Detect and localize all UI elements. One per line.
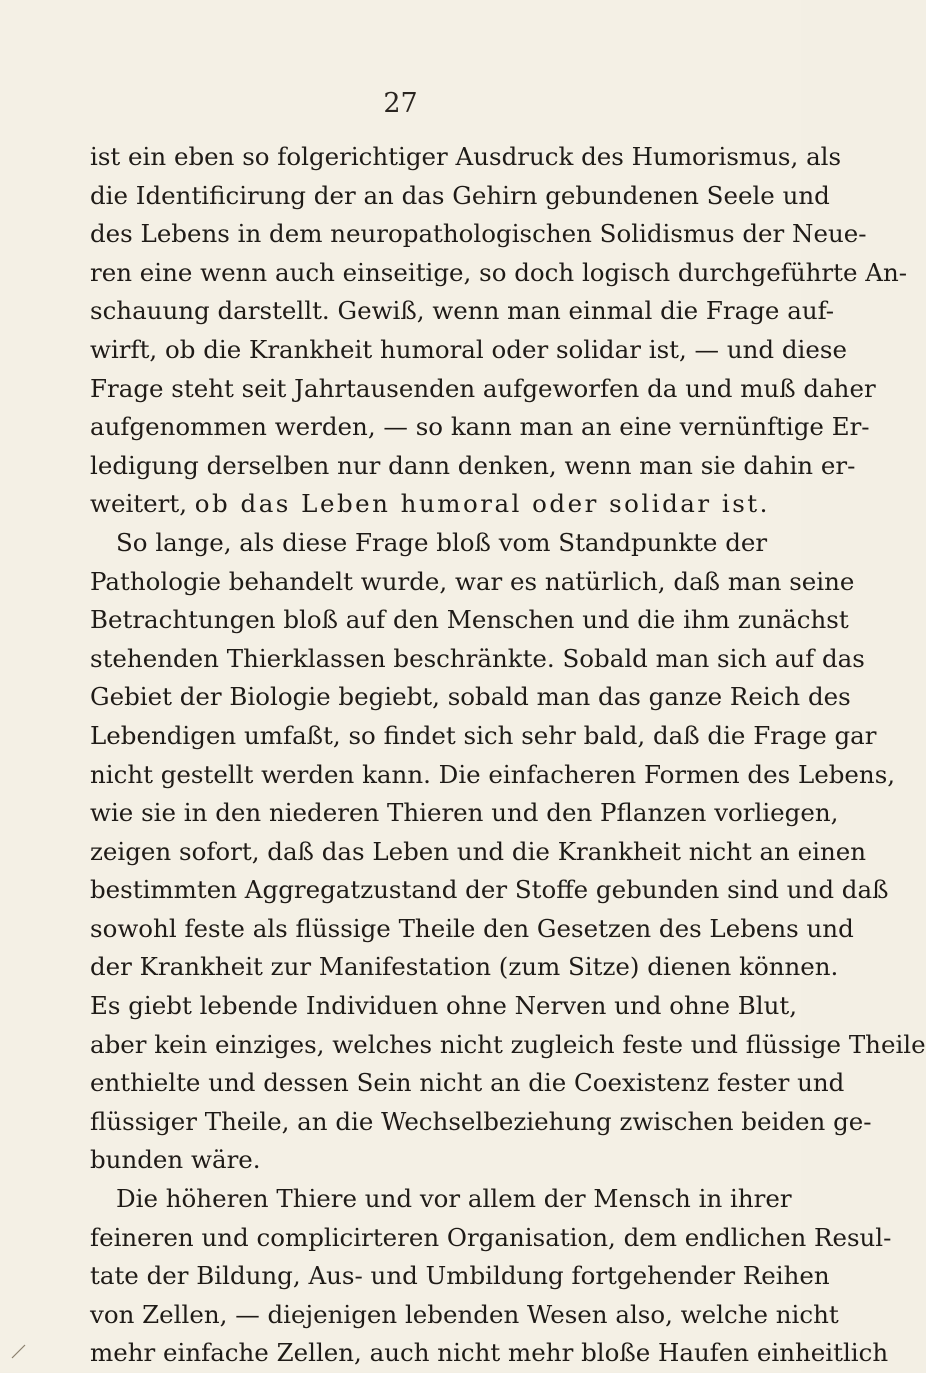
text-line: bestimmten Aggregatzustand der Stoffe gebunden sind und daß bbox=[90, 875, 889, 905]
text-line: Gebiet der Biologie begiebt, sobald man das ganze Reich des bbox=[90, 682, 851, 712]
text-line: schauung darstellt. Gewiß, wenn man einmal die Frage auf- bbox=[90, 296, 835, 326]
text-line: flüssiger Theile, an die Wechselbeziehung zwischen beiden ge- bbox=[90, 1106, 872, 1136]
text-line: enthielte und dessen Sein nicht an die Coexistenz fester und bbox=[90, 1068, 845, 1098]
text-line: stehenden Thierklassen beschränkte. Sobald man sich auf das bbox=[90, 643, 865, 673]
text-line: von Zellen, — diejenigen lebenden Wesen also, welche nicht bbox=[90, 1299, 839, 1329]
text-line: Es giebt lebende Individuen ohne Nerven und ohne Blut, bbox=[90, 991, 798, 1021]
text-line: Pathologie behandelt wurde, war es natürlich, daß man seine bbox=[90, 566, 855, 596]
emphasized-text: ob das Leben humoral oder solidar ist bbox=[194, 489, 760, 519]
paragraph-start-line: So lange, als diese Frage bloß vom Standpunkte der bbox=[116, 527, 768, 557]
text-line: ren eine wenn auch einseitige, so doch logisch durchgeführte An- bbox=[90, 257, 908, 287]
text-line: wie sie in den niederen Thieren und den Pflanzen vorliegen, bbox=[90, 798, 839, 828]
text-line: mehr einfache Zellen, auch nicht mehr bloße Haufen einheitlich bbox=[90, 1338, 889, 1368]
text-line: ist ein eben so folgerichtiger Ausdruck des Humorismus, als bbox=[90, 142, 842, 171]
text-line: ledigung derselben nur dann denken, wenn man sie dahin er- bbox=[90, 450, 856, 480]
text-line: tate der Bildung, Aus- und Umbildung fortgehender Reihen bbox=[90, 1261, 830, 1291]
text-line: feineren und complicirteren Organisation, dem endlichen Resul- bbox=[90, 1222, 892, 1252]
text-line: die Identificirung der an das Gehirn gebundenen Seele und bbox=[90, 180, 830, 210]
text-line: aber kein einziges, welches nicht zugleich feste und flüssige Theile bbox=[90, 1029, 926, 1059]
text-line bbox=[90, 485, 768, 524]
text-line: wirft, ob die Krankheit humoral oder solidar ist, — und diese bbox=[90, 334, 847, 364]
text-fragment: weitert, bbox=[90, 489, 195, 519]
pencil-stroke-mark bbox=[10, 1342, 28, 1360]
text-line: sowohl feste als flüssige Theile den Gesetzen des Lebens und bbox=[90, 913, 854, 943]
text-line: aufgenommen werden, — so kann man an eine vernünftige Er- bbox=[90, 412, 870, 442]
text-line: Lebendigen umfaßt, so findet sich sehr bald, daß die Frage gar bbox=[90, 720, 877, 750]
text-fragment: . bbox=[759, 489, 768, 519]
text-line: Frage steht seit Jahrtausenden aufgeworfen da und muß daher bbox=[90, 373, 876, 403]
text-line: der Krankheit zur Manifestation (zum Sitze) dienen können. bbox=[90, 952, 839, 982]
text-line: bunden wäre. bbox=[90, 1145, 261, 1175]
body-text bbox=[90, 138, 926, 1373]
text-line: nicht gestellt werden kann. Die einfacheren Formen des Lebens, bbox=[90, 759, 896, 789]
text-line: des Lebens in dem neuropathologischen Solidismus der Neue- bbox=[90, 219, 867, 249]
page-number: 27 bbox=[383, 88, 418, 119]
paragraph-start-line: Die höheren Thiere und vor allem der Mensch in ihrer bbox=[116, 1184, 792, 1214]
text-line: Betrachtungen bloß auf den Menschen und die ihm zunächst bbox=[90, 605, 849, 635]
text-line: zeigen sofort, daß das Leben und die Krankheit nicht an einen bbox=[90, 836, 867, 866]
